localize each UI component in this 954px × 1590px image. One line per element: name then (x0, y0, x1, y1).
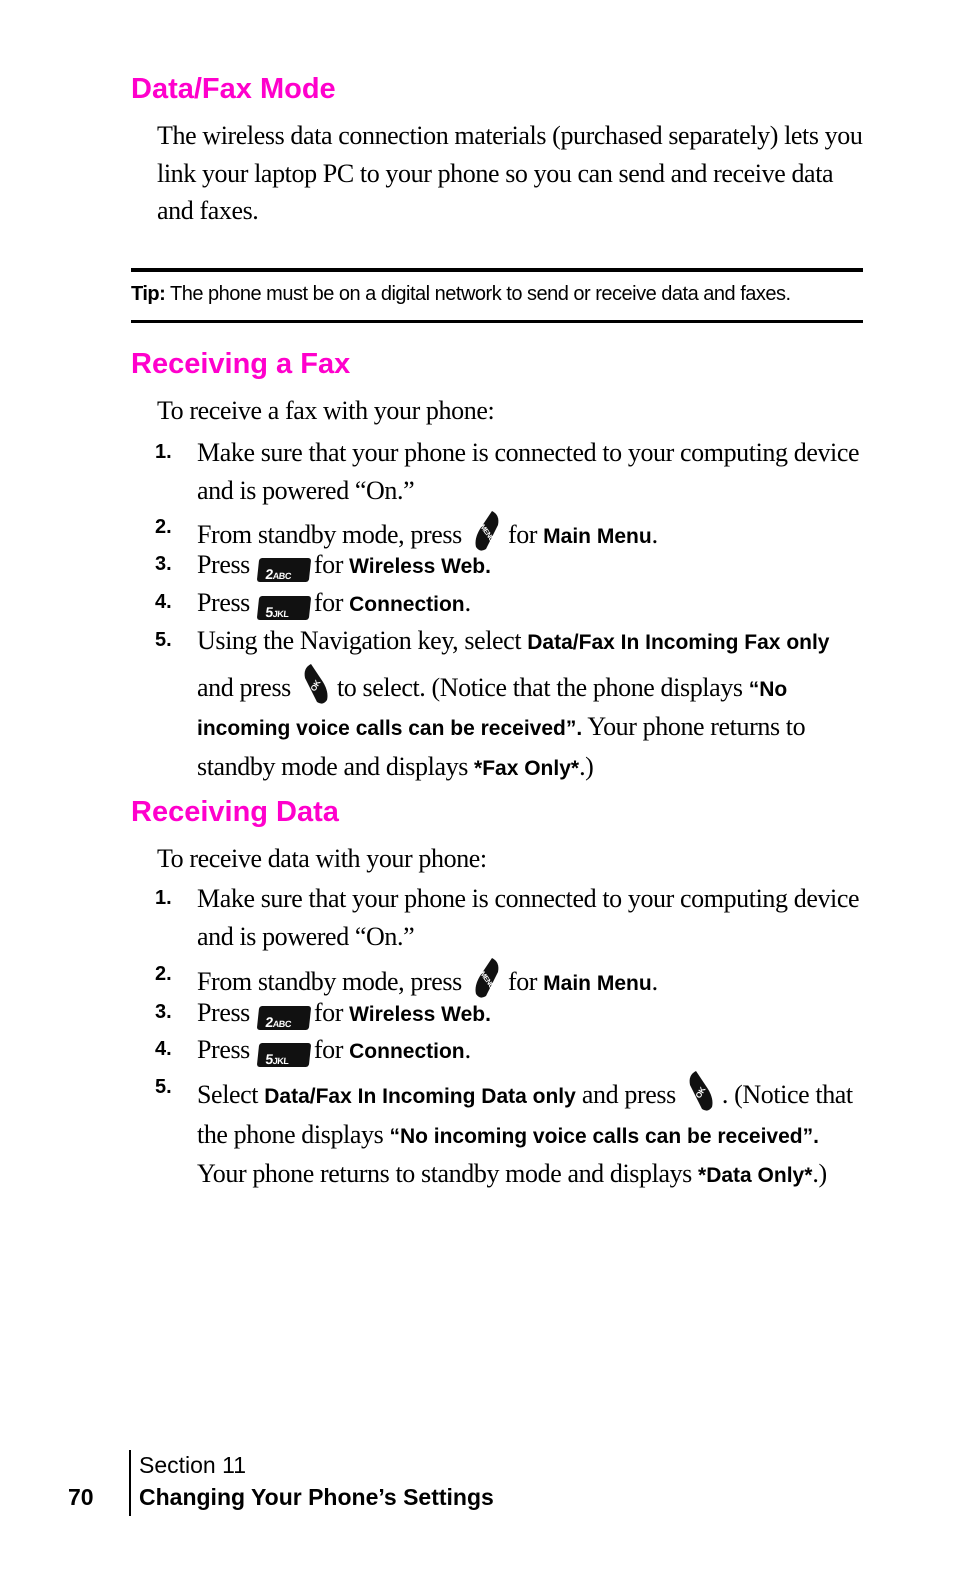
fax-step-5-number: 5. (155, 629, 172, 651)
fax-step-3-mid: for (313, 550, 344, 579)
ok-key-icon (301, 662, 331, 706)
fax-step-4-mid: for (313, 588, 344, 617)
fax-step-4-bold: Connection (349, 593, 465, 616)
data-step-4-mid: for (313, 1035, 344, 1064)
data-step-3-number: 3. (155, 1001, 172, 1023)
key-letters: ABC (272, 571, 292, 581)
data-step-2-pre: From standby mode, press (197, 967, 462, 996)
data-step-2-post: . (651, 967, 658, 996)
key-letters: JKL (272, 1056, 290, 1066)
fax-intro: To receive a fax with your phone: (157, 396, 495, 425)
data-step-5-bold1: Data/Fax In Incoming Data only (264, 1085, 576, 1108)
fax-step-5-mid3: Your phone returns to standby mode and displays (197, 712, 806, 781)
data-step-4-number: 4. (155, 1038, 172, 1060)
fax-step-2-post: . (651, 520, 658, 549)
data-step-5-mid3: Your phone returns to standby mode and displays (197, 1159, 692, 1188)
fax-step-5-post: .) (579, 751, 594, 781)
fax-step-3-pre: Press (197, 550, 250, 579)
key-digit: 2 (264, 1014, 274, 1030)
data-step-1-text: Make sure that your phone is connected to your computing device and is powered “On.” (197, 884, 860, 951)
data-step-5-bold2: “No incoming voice calls can be received”. (389, 1124, 819, 1148)
menu-key-label: MENU (478, 523, 495, 544)
fax-step-3 (197, 546, 867, 586)
fax-step-2-pre: From standby mode, press (197, 520, 462, 549)
fax-step-2-number: 2. (155, 516, 172, 538)
fax-step-5-bold3: *Fax Only* (474, 756, 580, 780)
fax-step-2-mid: for (507, 520, 538, 549)
fax-step-4 (197, 584, 867, 624)
data-step-5-bold3: *Data Only* (698, 1164, 813, 1187)
ok-key-label: OK (693, 1085, 708, 1100)
data-step-5 (197, 1069, 867, 1195)
fax-step-1-number: 1. (155, 441, 172, 463)
two-abc-key-icon (257, 558, 312, 582)
data-step-4-bold: Connection (349, 1040, 465, 1063)
data-step-4 (197, 1031, 867, 1071)
heading-receiving-data: Receiving Data (131, 796, 339, 828)
data-step-2-number: 2. (155, 963, 172, 985)
page-number: 70 (68, 1484, 94, 1510)
data-step-5-post: .) (812, 1159, 827, 1188)
fax-step-5-pre: Using the Navigation key, select (197, 626, 522, 655)
data-step-3 (197, 994, 867, 1034)
footer-section: Section 11 (139, 1452, 246, 1478)
data-step-3-pre: Press (197, 998, 250, 1027)
data-step-5-number: 5. (155, 1076, 172, 1098)
footer-divider (129, 1450, 131, 1516)
data-step-2-bold: Main Menu (543, 972, 652, 995)
menu-key-label: MENU (478, 970, 495, 991)
key-digit: 5 (264, 604, 274, 620)
tip-box (131, 268, 863, 323)
data-step-3-mid: for (313, 998, 344, 1027)
data-step-5-pre: Select (197, 1080, 259, 1109)
data-fax-intro: The wireless data connection materials (purchased separately) lets you link your laptop PC to your phone so you can send and receive data and faxes. (157, 121, 863, 225)
tip-text (131, 281, 863, 307)
ok-key-icon (686, 1069, 716, 1113)
fax-step-4-pre: Press (197, 588, 250, 617)
tip-label: Tip: (131, 283, 166, 305)
fax-step-4-number: 4. (155, 591, 172, 613)
ok-key-label: OK (308, 678, 323, 693)
fax-step-5-mid: and press (197, 672, 291, 702)
key-letters: ABC (272, 1019, 292, 1029)
fax-step-2-bold: Main Menu (543, 525, 652, 548)
key-letters: JKL (272, 609, 290, 619)
fax-step-5-bold1: Data/Fax In Incoming Fax only (527, 631, 830, 654)
fax-step-3-bold: Wireless Web. (349, 555, 491, 578)
data-step-3-bold: Wireless Web. (349, 1003, 491, 1026)
key-digit: 2 (264, 566, 274, 582)
data-intro: To receive data with your phone: (157, 844, 487, 873)
fax-step-5-bold2: “No incoming voice calls can be received”. (197, 677, 788, 740)
footer-chapter-title: Changing Your Phone’s Settings (139, 1484, 494, 1510)
fax-step-3-number: 3. (155, 553, 172, 575)
fax-step-5-mid2: to select. (Notice that the phone displays (336, 672, 743, 702)
data-step-5-mid2: . (Notice that the phone displays (197, 1080, 853, 1149)
fax-step-1-text: Make sure that your phone is connected to your computing device and is powered “On.” (197, 438, 860, 505)
data-step-4-post: . (464, 1035, 471, 1064)
data-step-4-pre: Press (197, 1035, 250, 1064)
fax-step-4-post: . (464, 588, 471, 617)
data-step-5-mid: and press (581, 1080, 676, 1109)
data-step-1-number: 1. (155, 887, 172, 909)
five-jkl-key-icon (257, 1043, 312, 1067)
tip-body: The phone must be on a digital network to send or receive data and faxes. (165, 283, 791, 305)
two-abc-key-icon (257, 1006, 312, 1030)
five-jkl-key-icon (257, 596, 312, 620)
heading-receiving-fax: Receiving a Fax (131, 348, 351, 380)
key-digit: 5 (264, 1051, 274, 1067)
heading-data-fax-mode: Data/Fax Mode (131, 73, 336, 105)
data-step-2-mid: for (507, 967, 538, 996)
fax-step-5 (197, 622, 867, 787)
